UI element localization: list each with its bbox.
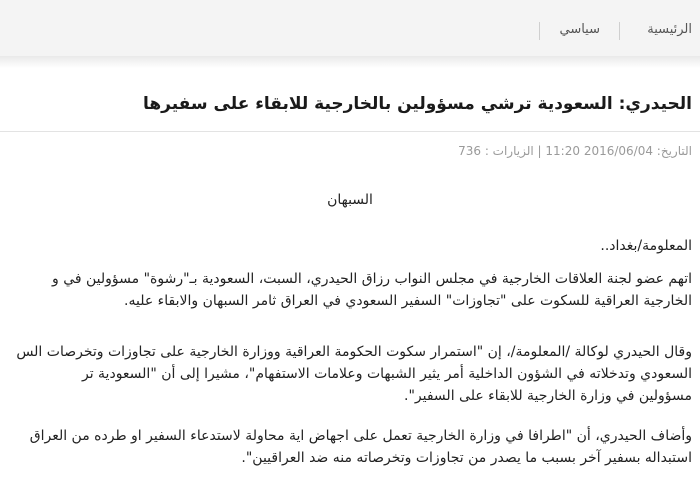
article-line: وأضاف الحيدري، أن "اطرافا في وزارة الخارجية تعمل على اجهاض اية محاولة لاستدعاء السفير او طرده من العراق: [29, 428, 692, 444]
article-line: مسؤولين في وزارة الخارجية للابقاء على السفير".: [404, 388, 692, 404]
breadcrumb-divider: [539, 22, 540, 40]
article-line: وقال الحيدري لوكالة /المعلومة/، إن "استمرار سكوت الحكومة العراقية ووزارة الخارجية على تجاوزات وتخرصات الس: [16, 344, 692, 360]
breadcrumb-divider: [619, 22, 620, 40]
article-title: الحيدري: السعودية ترشي مسؤولين بالخارجية للابقاء على سفيرها: [143, 94, 692, 114]
article-author: السبهان: [327, 192, 373, 208]
divider: [0, 131, 700, 132]
breadcrumb: [0, 0, 700, 57]
header-shadow: [0, 56, 700, 68]
article-line: المعلومة/بغداد..: [600, 238, 692, 254]
article-line: اتهم عضو لجنة العلاقات الخارجية في مجلس النواب رزاق الحيدري، السبت، السعودية بـ"رشوة" مسؤولين في و: [51, 271, 692, 287]
article: [0, 68, 700, 487]
breadcrumb-home-link[interactable]: الرئيسية: [647, 22, 692, 37]
article-line: الخارجية العراقية للسكوت على "تجاوزات" السفير السعودي في العراق ثامر السبهان والابقاء عليه.: [124, 293, 692, 309]
article-meta: التاريخ: 2016/06/04 11:20 | الزيارات : 736: [458, 144, 692, 158]
article-line: السعودي وتدخلاته في الشؤون الداخلية أمر يثير الشبهات وعلامات الاستفهام"، مشيرا إلى أن "السعودية تر: [81, 366, 692, 382]
breadcrumb-section-link[interactable]: سياسي: [559, 22, 600, 37]
article-line: استبداله بسفير آخر بسبب ما يصدر من تجاوزات وتخرصاته منه ضد العراقيين".: [241, 450, 692, 466]
